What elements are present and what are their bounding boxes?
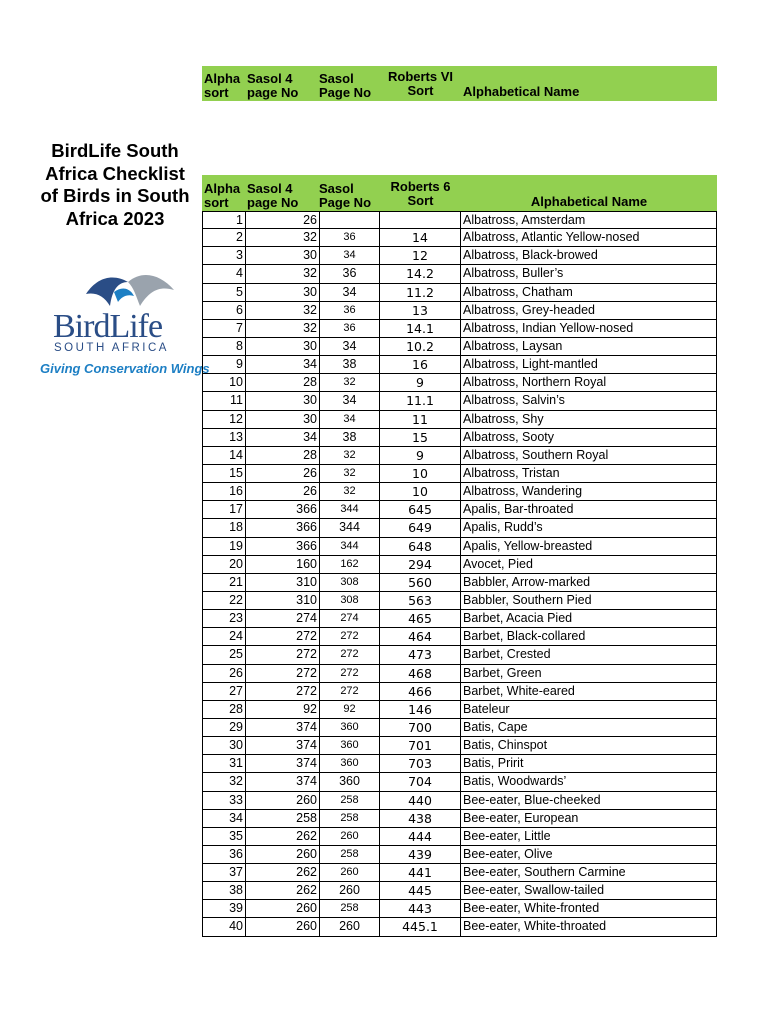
cell-alphabetical-name: Albatross, Buller’s: [461, 265, 717, 283]
table-row: [202, 719, 717, 737]
cell-roberts-sort: 465: [380, 610, 461, 628]
cell-sasol-page: 34: [320, 247, 380, 265]
cell-sasol-page: [320, 211, 380, 229]
cell-sasol4-page: 272: [246, 646, 320, 664]
cell-roberts-sort: 294: [380, 556, 461, 574]
table-row: [202, 556, 717, 574]
cell-alpha-sort: 2: [202, 229, 246, 247]
table-row: [202, 683, 717, 701]
cell-sasol-page: 32: [320, 483, 380, 501]
cell-alpha-sort: 7: [202, 320, 246, 338]
cell-alphabetical-name: Apalis, Bar-throated: [461, 501, 717, 519]
cell-sasol-page: 260: [320, 918, 380, 936]
title-line: of Birds in South: [40, 185, 190, 206]
cell-sasol4-page: 310: [246, 574, 320, 592]
cell-alpha-sort: 4: [202, 265, 246, 283]
cell-roberts-sort: 146: [380, 701, 461, 719]
cell-roberts-sort: 12: [380, 247, 461, 265]
table-row: [202, 900, 717, 918]
cell-alphabetical-name: Batis, Pririt: [461, 755, 717, 773]
cell-alpha-sort: 38: [202, 882, 246, 900]
table-row: [202, 538, 717, 556]
cell-alpha-sort: 33: [202, 792, 246, 810]
logo-tagline: Giving Conservation Wings: [40, 361, 210, 376]
cell-roberts-sort: 703: [380, 755, 461, 773]
cell-alphabetical-name: Albatross, Black-browed: [461, 247, 717, 265]
cell-alphabetical-name: Bee-eater, Swallow-tailed: [461, 882, 717, 900]
cell-alphabetical-name: Albatross, Atlantic Yellow-nosed: [461, 229, 717, 247]
cell-sasol4-page: 26: [246, 483, 320, 501]
logo-wordmark: BirdLife: [53, 308, 163, 345]
cell-sasol-page: 258: [320, 900, 380, 918]
cell-sasol-page: 274: [320, 610, 380, 628]
header-text: Sort: [407, 83, 434, 98]
cell-sasol-page: 360: [320, 719, 380, 737]
cell-alphabetical-name: Albatross, Sooty: [461, 429, 717, 447]
table-row: [202, 447, 717, 465]
table-row: [202, 574, 717, 592]
table-row: [202, 828, 717, 846]
table-row: [202, 247, 717, 265]
cell-alpha-sort: 6: [202, 302, 246, 320]
cell-alphabetical-name: Barbet, Black-collared: [461, 628, 717, 646]
cell-alpha-sort: 8: [202, 338, 246, 356]
cell-alpha-sort: 19: [202, 538, 246, 556]
header-alphabetical-name: Alphabetical Name: [463, 84, 580, 99]
cell-alpha-sort: 21: [202, 574, 246, 592]
cell-alpha-sort: 17: [202, 501, 246, 519]
cell-roberts-sort: 9: [380, 447, 461, 465]
cell-roberts-sort: 438: [380, 810, 461, 828]
table-row: [202, 229, 717, 247]
cell-sasol-page: 308: [320, 592, 380, 610]
header-text: Sasol: [319, 71, 354, 86]
table-row: [202, 701, 717, 719]
cell-roberts-sort: 11.2: [380, 284, 461, 302]
cell-roberts-sort: 704: [380, 773, 461, 791]
cell-sasol4-page: 160: [246, 556, 320, 574]
cell-sasol-page: 162: [320, 556, 380, 574]
table-row: [202, 501, 717, 519]
table-row: [202, 792, 717, 810]
cell-sasol4-page: 34: [246, 429, 320, 447]
cell-sasol-page: 260: [320, 828, 380, 846]
cell-roberts-sort: 468: [380, 665, 461, 683]
cell-sasol4-page: 272: [246, 665, 320, 683]
cell-sasol4-page: 366: [246, 501, 320, 519]
cell-alpha-sort: 20: [202, 556, 246, 574]
header-text: page No: [247, 85, 299, 100]
cell-alphabetical-name: Babbler, Southern Pied: [461, 592, 717, 610]
cell-sasol4-page: 366: [246, 538, 320, 556]
header-alpha-sort: [204, 72, 240, 100]
table-header-band: [202, 175, 717, 211]
cell-alpha-sort: 37: [202, 864, 246, 882]
cell-sasol4-page: 366: [246, 519, 320, 537]
cell-roberts-sort: 14.1: [380, 320, 461, 338]
table-row: [202, 284, 717, 302]
cell-alphabetical-name: Barbet, White-eared: [461, 683, 717, 701]
cell-alphabetical-name: Albatross, Shy: [461, 411, 717, 429]
cell-sasol4-page: 262: [246, 828, 320, 846]
table-row: [202, 320, 717, 338]
cell-roberts-sort: 648: [380, 538, 461, 556]
cell-alpha-sort: 23: [202, 610, 246, 628]
cell-sasol4-page: 260: [246, 918, 320, 936]
cell-sasol-page: 34: [320, 392, 380, 410]
cell-alpha-sort: 26: [202, 665, 246, 683]
cell-sasol4-page: 28: [246, 374, 320, 392]
cell-sasol-page: 258: [320, 846, 380, 864]
table-row: [202, 265, 717, 283]
cell-roberts-sort: 10: [380, 465, 461, 483]
cell-alphabetical-name: Bee-eater, Olive: [461, 846, 717, 864]
header-text: Sort: [407, 193, 434, 208]
cell-roberts-sort: 10.2: [380, 338, 461, 356]
cell-sasol4-page: 32: [246, 265, 320, 283]
cell-sasol4-page: 272: [246, 628, 320, 646]
cell-sasol-page: 260: [320, 882, 380, 900]
cell-alpha-sort: 22: [202, 592, 246, 610]
cell-sasol-page: 360: [320, 737, 380, 755]
cell-sasol-page: 344: [320, 519, 380, 537]
cell-roberts-sort: 701: [380, 737, 461, 755]
cell-alpha-sort: 3: [202, 247, 246, 265]
cell-sasol-page: 34: [320, 338, 380, 356]
cell-sasol4-page: 30: [246, 247, 320, 265]
bird-icon: [84, 272, 176, 312]
table-row: [202, 864, 717, 882]
table-row: [202, 483, 717, 501]
cell-alphabetical-name: Bee-eater, European: [461, 810, 717, 828]
cell-roberts-sort: 563: [380, 592, 461, 610]
table-row: [202, 755, 717, 773]
table-row: [202, 918, 717, 936]
cell-alphabetical-name: Albatross, Wandering: [461, 483, 717, 501]
column-header-sasol-page: [319, 182, 371, 210]
cell-alphabetical-name: Albatross, Indian Yellow-nosed: [461, 320, 717, 338]
table-row: [202, 810, 717, 828]
cell-sasol4-page: 32: [246, 320, 320, 338]
logo-subtitle: SOUTH AFRICA: [54, 342, 169, 354]
header-text: Page No: [319, 85, 372, 100]
cell-alphabetical-name: Bee-eater, Little: [461, 828, 717, 846]
column-header-alphabetical-name: Alphabetical Name: [530, 194, 648, 209]
cell-roberts-sort: 560: [380, 574, 461, 592]
cell-roberts-sort: 700: [380, 719, 461, 737]
cell-alpha-sort: 29: [202, 719, 246, 737]
cell-alphabetical-name: Bee-eater, White-throated: [461, 918, 717, 936]
header-text: Sasol 4: [247, 181, 293, 196]
cell-alpha-sort: 36: [202, 846, 246, 864]
header-text: page No: [247, 195, 299, 210]
bird-checklist-table: [202, 211, 717, 937]
table-row: [202, 592, 717, 610]
column-header-sasol4-page: [247, 182, 298, 210]
header-text: Alpha: [204, 71, 241, 86]
cell-roberts-sort: 440: [380, 792, 461, 810]
cell-sasol4-page: 374: [246, 755, 320, 773]
cell-sasol-page: 272: [320, 665, 380, 683]
cell-alphabetical-name: Albatross, Light-mantled: [461, 356, 717, 374]
cell-alpha-sort: 32: [202, 773, 246, 791]
cell-sasol-page: 272: [320, 646, 380, 664]
cell-sasol4-page: 374: [246, 719, 320, 737]
cell-sasol-page: 344: [320, 501, 380, 519]
cell-alphabetical-name: Batis, Chinspot: [461, 737, 717, 755]
column-header-alpha-sort: [204, 182, 240, 210]
cell-alpha-sort: 9: [202, 356, 246, 374]
cell-sasol4-page: 260: [246, 792, 320, 810]
table-row: [202, 628, 717, 646]
cell-roberts-sort: 443: [380, 900, 461, 918]
cell-sasol4-page: 260: [246, 900, 320, 918]
cell-alphabetical-name: Batis, Woodwards’: [461, 773, 717, 791]
header-text: sort: [204, 85, 229, 100]
cell-sasol4-page: 260: [246, 846, 320, 864]
cell-sasol-page: 32: [320, 374, 380, 392]
table-row: [202, 429, 717, 447]
cell-sasol4-page: 34: [246, 356, 320, 374]
cell-alphabetical-name: Apalis, Rudd’s: [461, 519, 717, 537]
cell-alpha-sort: 14: [202, 447, 246, 465]
cell-alpha-sort: 5: [202, 284, 246, 302]
header-text: Page No: [319, 195, 372, 210]
cell-roberts-sort: 11.1: [380, 392, 461, 410]
cell-alphabetical-name: Albatross, Salvin’s: [461, 392, 717, 410]
cell-alpha-sort: 16: [202, 483, 246, 501]
cell-sasol-page: 38: [320, 429, 380, 447]
title-line: Africa 2023: [65, 207, 165, 229]
cell-roberts-sort: 439: [380, 846, 461, 864]
cell-sasol-page: 36: [320, 229, 380, 247]
cell-alphabetical-name: Bateleur: [461, 701, 717, 719]
cell-alpha-sort: 24: [202, 628, 246, 646]
table-row: [202, 646, 717, 664]
table-row: [202, 519, 717, 537]
cell-sasol4-page: 258: [246, 810, 320, 828]
cell-alphabetical-name: Albatross, Northern Royal: [461, 374, 717, 392]
cell-roberts-sort: 441: [380, 864, 461, 882]
cell-sasol4-page: 272: [246, 683, 320, 701]
top-header-band: [202, 66, 717, 101]
cell-sasol-page: 38: [320, 356, 380, 374]
cell-sasol-page: 36: [320, 265, 380, 283]
table-row: [202, 610, 717, 628]
header-text: Alpha: [204, 181, 241, 196]
cell-alphabetical-name: Batis, Cape: [461, 719, 717, 737]
cell-sasol4-page: 262: [246, 864, 320, 882]
cell-sasol4-page: 30: [246, 392, 320, 410]
table-row: [202, 356, 717, 374]
cell-alpha-sort: 15: [202, 465, 246, 483]
cell-alpha-sort: 10: [202, 374, 246, 392]
header-sasol4-page: [247, 72, 298, 100]
cell-roberts-sort: 445.1: [380, 918, 461, 936]
cell-sasol-page: 92: [320, 701, 380, 719]
cell-sasol4-page: 32: [246, 302, 320, 320]
cell-sasol-page: 272: [320, 628, 380, 646]
cell-roberts-sort: 444: [380, 828, 461, 846]
cell-sasol4-page: 92: [246, 701, 320, 719]
table-row: [202, 665, 717, 683]
cell-roberts-sort: 15: [380, 429, 461, 447]
table-row: [202, 773, 717, 791]
cell-sasol4-page: 30: [246, 411, 320, 429]
header-text: Roberts VI: [387, 69, 453, 84]
cell-roberts-sort: 13: [380, 302, 461, 320]
header-text: sort: [204, 195, 229, 210]
cell-sasol-page: 32: [320, 465, 380, 483]
cell-sasol4-page: 262: [246, 882, 320, 900]
birdlife-logo: [40, 272, 210, 382]
cell-alphabetical-name: Apalis, Yellow-breasted: [461, 538, 717, 556]
cell-alpha-sort: 18: [202, 519, 246, 537]
cell-alphabetical-name: Albatross, Grey-headed: [461, 302, 717, 320]
cell-alpha-sort: 12: [202, 411, 246, 429]
cell-sasol4-page: 310: [246, 592, 320, 610]
cell-roberts-sort: 466: [380, 683, 461, 701]
title-line: Africa Checklist: [45, 162, 185, 184]
column-header-roberts-sort: [380, 180, 461, 208]
cell-alpha-sort: 35: [202, 828, 246, 846]
cell-alphabetical-name: Albatross, Chatham: [461, 284, 717, 302]
cell-sasol-page: 36: [320, 320, 380, 338]
cell-sasol4-page: 30: [246, 284, 320, 302]
cell-roberts-sort: 11: [380, 411, 461, 429]
table-row: [202, 211, 717, 229]
cell-roberts-sort: 14: [380, 229, 461, 247]
cell-alpha-sort: 28: [202, 701, 246, 719]
header-roberts-sort: [380, 70, 461, 98]
cell-sasol-page: 34: [320, 284, 380, 302]
table-row: [202, 465, 717, 483]
cell-sasol4-page: 374: [246, 773, 320, 791]
cell-alphabetical-name: Barbet, Green: [461, 665, 717, 683]
cell-alpha-sort: 31: [202, 755, 246, 773]
cell-roberts-sort: 9: [380, 374, 461, 392]
cell-sasol-page: 258: [320, 810, 380, 828]
cell-alpha-sort: 25: [202, 646, 246, 664]
cell-sasol4-page: 274: [246, 610, 320, 628]
cell-alphabetical-name: Bee-eater, Blue-cheeked: [461, 792, 717, 810]
cell-alphabetical-name: Albatross, Laysan: [461, 338, 717, 356]
cell-sasol-page: 36: [320, 302, 380, 320]
cell-roberts-sort: 445: [380, 882, 461, 900]
cell-sasol4-page: 26: [246, 211, 320, 229]
cell-sasol-page: 272: [320, 683, 380, 701]
cell-sasol-page: 360: [320, 755, 380, 773]
cell-sasol4-page: 32: [246, 229, 320, 247]
header-text: Sasol 4: [247, 71, 293, 86]
cell-sasol4-page: 30: [246, 338, 320, 356]
cell-alpha-sort: 13: [202, 429, 246, 447]
cell-alphabetical-name: Barbet, Acacia Pied: [461, 610, 717, 628]
cell-alphabetical-name: Bee-eater, Southern Carmine: [461, 864, 717, 882]
cell-alphabetical-name: Albatross, Tristan: [461, 465, 717, 483]
cell-sasol-page: 308: [320, 574, 380, 592]
cell-alphabetical-name: Barbet, Crested: [461, 646, 717, 664]
table-row: [202, 302, 717, 320]
cell-alphabetical-name: Babbler, Arrow-marked: [461, 574, 717, 592]
table-row: [202, 392, 717, 410]
header-text: Roberts 6: [390, 179, 451, 194]
cell-roberts-sort: 645: [380, 501, 461, 519]
table-row: [202, 411, 717, 429]
cell-alphabetical-name: Avocet, Pied: [461, 556, 717, 574]
cell-roberts-sort: 473: [380, 646, 461, 664]
cell-roberts-sort: 14.2: [380, 265, 461, 283]
table-row: [202, 882, 717, 900]
cell-roberts-sort: 16: [380, 356, 461, 374]
table-row: [202, 737, 717, 755]
cell-sasol4-page: 26: [246, 465, 320, 483]
cell-roberts-sort: 464: [380, 628, 461, 646]
cell-alphabetical-name: Albatross, Southern Royal: [461, 447, 717, 465]
cell-sasol-page: 34: [320, 411, 380, 429]
cell-alpha-sort: 27: [202, 683, 246, 701]
table-row: [202, 374, 717, 392]
cell-sasol-page: 32: [320, 447, 380, 465]
table-row: [202, 846, 717, 864]
cell-alpha-sort: 11: [202, 392, 246, 410]
cell-alpha-sort: 34: [202, 810, 246, 828]
cell-alpha-sort: 30: [202, 737, 246, 755]
title-line: BirdLife South: [51, 140, 179, 161]
cell-sasol4-page: 374: [246, 737, 320, 755]
cell-sasol-page: 260: [320, 864, 380, 882]
table-row: [202, 338, 717, 356]
cell-sasol-page: 360: [320, 773, 380, 791]
cell-sasol-page: 258: [320, 792, 380, 810]
cell-alphabetical-name: Albatross, Amsterdam: [461, 211, 717, 229]
cell-alpha-sort: 1: [202, 211, 246, 229]
cell-sasol-page: 344: [320, 538, 380, 556]
cell-alpha-sort: 40: [202, 918, 246, 936]
cell-alphabetical-name: Bee-eater, White-fronted: [461, 900, 717, 918]
cell-roberts-sort: [380, 211, 461, 229]
header-sasol-page: [319, 72, 371, 100]
cell-roberts-sort: 10: [380, 483, 461, 501]
header-text: Sasol: [319, 181, 354, 196]
page-title: [30, 140, 200, 230]
cell-sasol4-page: 28: [246, 447, 320, 465]
cell-alpha-sort: 39: [202, 900, 246, 918]
cell-roberts-sort: 649: [380, 519, 461, 537]
